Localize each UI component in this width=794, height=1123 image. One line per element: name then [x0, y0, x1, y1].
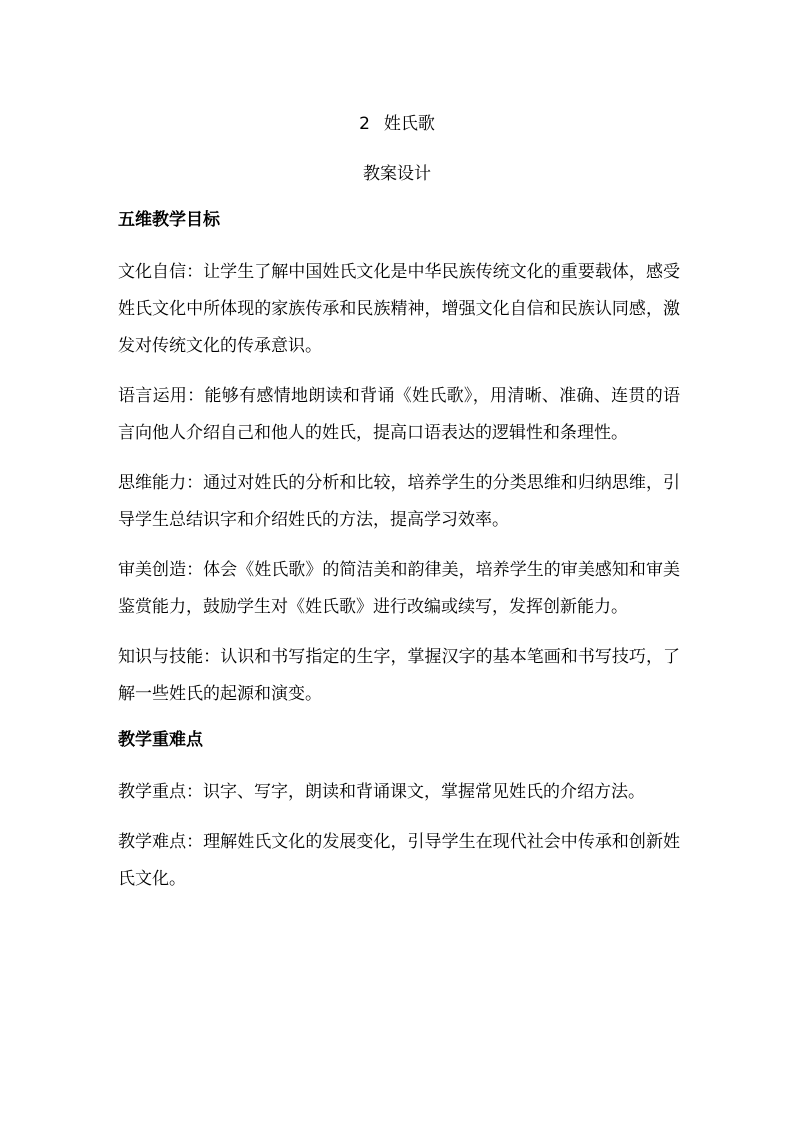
- paragraph-thinking-ability: [118, 465, 680, 539]
- paragraph-cultural-confidence: [118, 254, 680, 365]
- paragraph-key-point: [118, 774, 680, 811]
- paragraph-knowledge-skills: [118, 639, 680, 713]
- paragraph-difficult-point: [118, 824, 680, 898]
- document-body: [118, 206, 680, 911]
- document-subtitle: 教案设计: [363, 164, 431, 184]
- paragraph-aesthetic-creation: [118, 552, 680, 626]
- paragraph-label: 知识与技能：: [118, 647, 221, 667]
- paragraph-text: 识字、写字，朗读和背诵课文，掌握常见姓氏的介绍方法。: [203, 782, 645, 802]
- paragraph-text: 通过对姓氏的分析和比较，培养学生的分类思维和归纳思维，引导学生总结识字和介绍姓氏的方法，提高学习效率。: [118, 473, 680, 530]
- paragraph-language-use: [118, 378, 680, 452]
- paragraph-text: 认识和书写指定的生字，掌握汉字的基本笔画和书写技巧，了解一些姓氏的起源和演变。: [118, 647, 680, 704]
- paragraph-text: 能够有感情地朗读和背诵《姓氏歌》，用清晰、准确、连贯的语言向他人介绍自己和他人的姓氏，提高口语表达的逻辑性和条理性。: [118, 386, 680, 443]
- paragraph-label: 教学难点：: [118, 832, 204, 852]
- section-heading-objectives: 五维教学目标: [118, 210, 220, 230]
- paragraph-label: 审美创造：: [118, 560, 204, 580]
- paragraph-label: 文化自信：: [118, 262, 204, 282]
- paragraph-label: 语言运用：: [118, 386, 205, 406]
- paragraph-text: 体会《姓氏歌》的简洁美和韵律美，培养学生的审美感知和审美鉴赏能力，鼓励学生对《姓氏歌》进行改编或续写，发挥创新能力。: [118, 560, 680, 617]
- paragraph-text: 让学生了解中国姓氏文化是中华民族传统文化的重要载体，感受姓氏文化中所体现的家族传承和民族精神，增强文化自信和民族认同感，激发对传统文化的传承意识。: [118, 262, 680, 356]
- paragraph-text: 理解姓氏文化的发展变化，引导学生在现代社会中传承和创新姓氏文化。: [118, 832, 680, 889]
- paragraph-label: 教学重点：: [118, 782, 203, 802]
- lesson-title: [0, 110, 794, 138]
- paragraph-label: 思维能力：: [118, 473, 204, 493]
- lesson-title-text: 姓氏歌: [383, 114, 435, 134]
- lesson-number: 2: [359, 114, 370, 134]
- section-heading-key-points: 教学重难点: [118, 730, 203, 750]
